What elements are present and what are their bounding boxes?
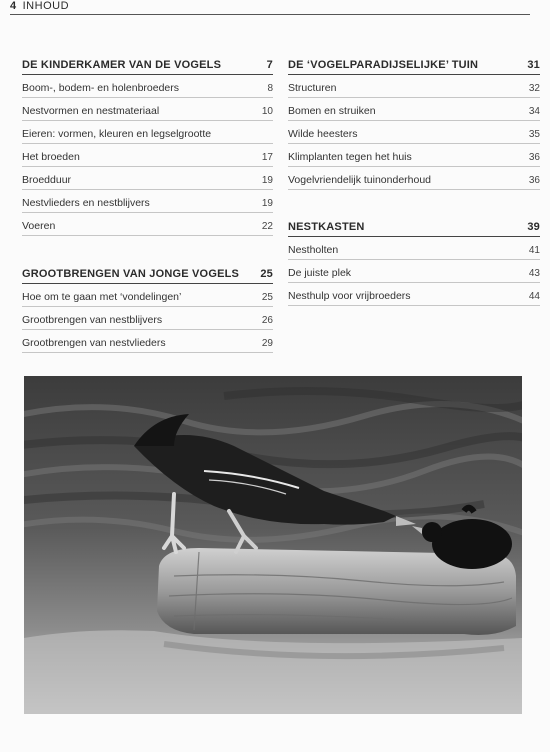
section-page: 39 bbox=[527, 221, 540, 233]
toc-entry[interactable] bbox=[288, 237, 540, 260]
entry-label: Vogelvriendelijk tuinonderhoud bbox=[288, 174, 432, 186]
entry-page: 35 bbox=[528, 129, 540, 140]
entry-page: 19 bbox=[261, 175, 273, 186]
toc-entry[interactable] bbox=[22, 330, 273, 353]
entry-label: Broedduur bbox=[22, 174, 72, 186]
toc-section-heading[interactable] bbox=[22, 262, 273, 284]
toc-entry[interactable] bbox=[288, 144, 540, 167]
toc-section bbox=[288, 53, 540, 190]
entry-label: Klimplanten tegen het huis bbox=[288, 151, 412, 163]
toc-entry[interactable] bbox=[288, 167, 540, 190]
entry-label: Boom-, bodem- en holenbroeders bbox=[22, 82, 180, 94]
toc-entry[interactable] bbox=[22, 121, 273, 144]
section-title: GROOTBRENGEN VAN JONGE VOGELS bbox=[22, 268, 240, 280]
toc-section-heading[interactable] bbox=[22, 53, 273, 75]
entry-label: Nestvlieders en nestblijvers bbox=[22, 197, 150, 209]
entry-label: De juiste plek bbox=[288, 267, 352, 279]
toc-entry[interactable] bbox=[288, 98, 540, 121]
entry-label: Eieren: vormen, kleuren en legselgrootte bbox=[22, 128, 212, 140]
section-title: NESTKASTEN bbox=[288, 221, 365, 233]
page-title: INHOUD bbox=[22, 0, 70, 12]
entry-page: 43 bbox=[528, 268, 540, 279]
entry-label: Nesthulp voor vrijbroeders bbox=[288, 290, 411, 302]
toc-section bbox=[288, 215, 540, 306]
entry-page: 32 bbox=[528, 83, 540, 94]
entry-page: 19 bbox=[261, 198, 273, 209]
toc-section bbox=[22, 262, 273, 353]
toc-entry[interactable] bbox=[22, 307, 273, 330]
section-title: DE ‘VOGELPARADIJSELIJKE’ TUIN bbox=[288, 59, 479, 71]
section-page: 25 bbox=[260, 268, 273, 280]
section-title: DE KINDERKAMER VAN DE VOGELS bbox=[22, 59, 222, 71]
entry-label: Structuren bbox=[288, 82, 337, 94]
entry-page: 22 bbox=[261, 221, 273, 232]
page-number: 4 bbox=[10, 0, 17, 12]
entry-label: Grootbrengen van nestblijvers bbox=[22, 314, 163, 326]
toc-entry[interactable] bbox=[288, 75, 540, 98]
toc-entry[interactable] bbox=[288, 121, 540, 144]
entry-page: 44 bbox=[528, 291, 540, 302]
entry-page: 36 bbox=[528, 175, 540, 186]
toc-section-heading[interactable] bbox=[288, 215, 540, 237]
moorhen-feeding-chick-photo bbox=[24, 376, 522, 714]
entry-page: 36 bbox=[528, 152, 540, 163]
entry-page: 26 bbox=[261, 315, 273, 326]
toc-entry[interactable] bbox=[22, 190, 273, 213]
entry-page: 25 bbox=[261, 292, 273, 303]
entry-page: 8 bbox=[267, 83, 273, 94]
entry-label: Het broeden bbox=[22, 151, 80, 163]
entry-label: Voeren bbox=[22, 220, 56, 232]
toc-entry[interactable] bbox=[22, 213, 273, 236]
toc-entry[interactable] bbox=[288, 283, 540, 306]
entry-label: Wilde heesters bbox=[288, 128, 358, 140]
entry-page: 34 bbox=[528, 106, 540, 117]
toc-entry[interactable] bbox=[22, 75, 273, 98]
toc-section bbox=[22, 53, 273, 236]
page-header bbox=[10, 0, 530, 15]
toc-section-heading[interactable] bbox=[288, 53, 540, 75]
toc-entry[interactable] bbox=[22, 144, 273, 167]
entry-label: Hoe om te gaan met ‘vondelingen’ bbox=[22, 291, 182, 303]
toc-left-column bbox=[22, 53, 273, 370]
toc-right-column bbox=[288, 53, 540, 323]
toc-entry[interactable] bbox=[22, 284, 273, 307]
entry-page: 41 bbox=[528, 245, 540, 256]
toc-entry[interactable] bbox=[22, 98, 273, 121]
entry-page: 10 bbox=[261, 106, 273, 117]
reflection bbox=[24, 630, 522, 714]
toc-entry[interactable] bbox=[22, 167, 273, 190]
toc-entry[interactable] bbox=[288, 260, 540, 283]
entry-page: 17 bbox=[261, 152, 273, 163]
entry-label: Nestvormen en nestmateriaal bbox=[22, 105, 160, 117]
section-page: 31 bbox=[527, 59, 540, 71]
entry-label: Nestholten bbox=[288, 244, 339, 256]
entry-page: 29 bbox=[261, 338, 273, 349]
section-page: 7 bbox=[266, 59, 273, 71]
entry-label: Grootbrengen van nestvlieders bbox=[22, 337, 166, 349]
entry-label: Bomen en struiken bbox=[288, 105, 376, 117]
